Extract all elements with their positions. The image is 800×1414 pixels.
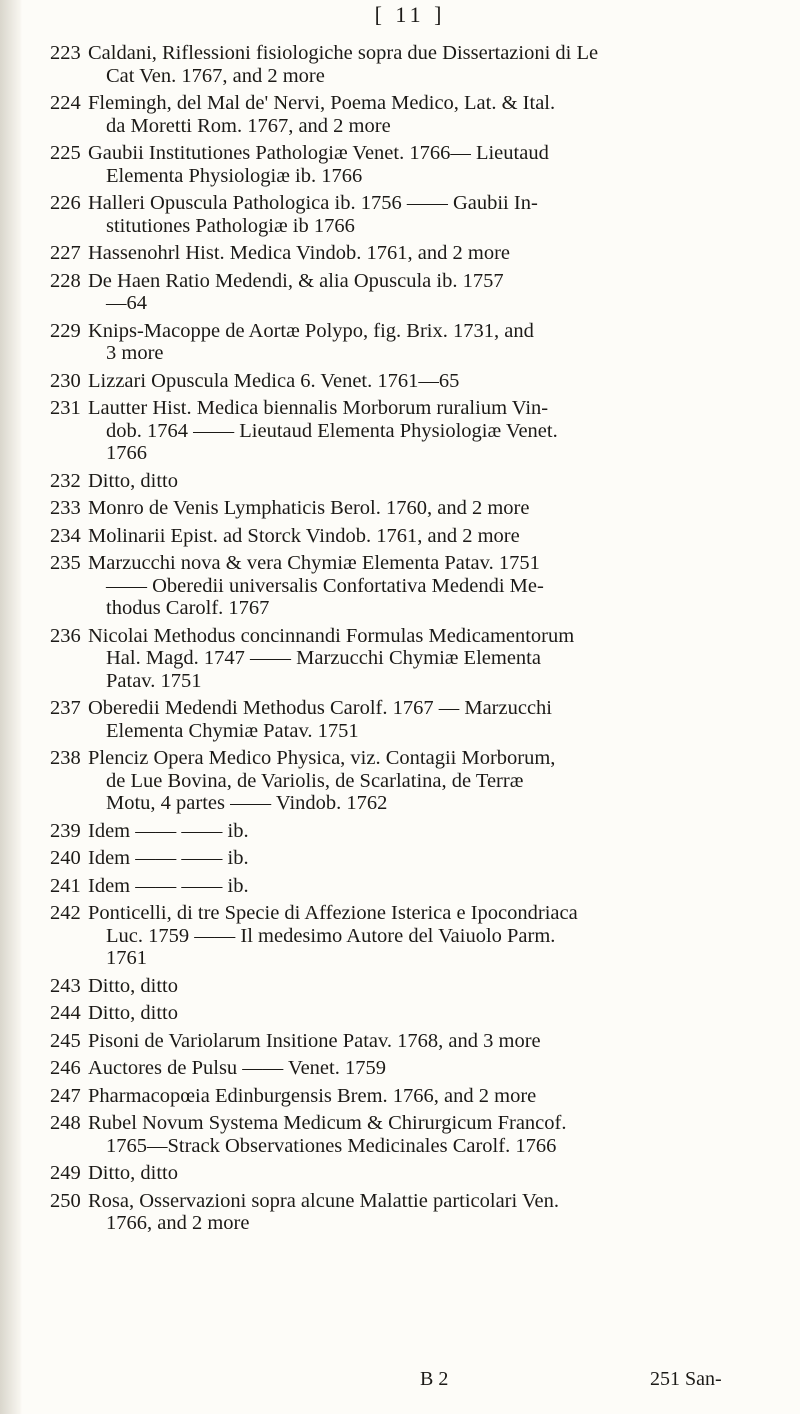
catalog-entry (50, 320, 770, 365)
entry-line: Hassenohrl Hist. Medica Vindob. 1761, and 2 more (88, 242, 510, 264)
entry-number: 227 (50, 242, 81, 264)
entry-number: 248 (50, 1112, 81, 1134)
catalog-entry (50, 270, 770, 315)
entry-line: Hal. Magd. 1747 —— Marzucchi Chymiæ Elementa (106, 647, 541, 669)
catalog-entry (50, 1057, 770, 1080)
entry-text (88, 397, 770, 465)
entry-number: 243 (50, 974, 81, 997)
catalog-entry (50, 242, 770, 265)
entry-text (88, 370, 770, 393)
entry-line: dob. 1764 —— Lieutaud Elementa Physiologiæ Venet. (106, 419, 558, 442)
entry-text (88, 142, 770, 187)
entry-text (88, 1002, 770, 1025)
catalog-entry (50, 820, 770, 843)
entry-number: 223 (50, 42, 81, 64)
entry-text (88, 92, 770, 137)
entry-line: Knips-Macoppe de Aortæ Polypo, fig. Brix. 1731, and (88, 319, 534, 342)
entry-line: 1761 (106, 947, 147, 969)
entry-line: stitutiones Pathologiæ ib 1766 (106, 214, 355, 237)
entry-line: Lautter Hist. Medica biennalis Morborum ruralium Vin- (88, 397, 549, 419)
entry-line: Elementa Physiologiæ ib. 1766 (106, 164, 363, 187)
entry-line: Ditto, ditto (88, 1002, 178, 1024)
entry-line: Plenciz Opera Medico Physica, viz. Contagii Morborum, (88, 747, 556, 769)
entry-text (88, 497, 770, 520)
entry-line: 3 more (106, 342, 164, 364)
catalog-entry (50, 847, 770, 870)
entry-line: 1765—Strack Observationes Medicinales Carolf. 1766 (106, 1134, 557, 1157)
entry-text (88, 625, 770, 693)
page-number: [ 11 ] (374, 2, 446, 27)
entry-line: Rosa, Osservazioni sopra alcune Malattie particolari Ven. (88, 1189, 559, 1212)
entry-number: 242 (50, 902, 81, 924)
entry-number: 232 (50, 469, 81, 492)
catalog-entry (50, 397, 770, 465)
entry-text (88, 820, 770, 843)
catalog-entry (50, 975, 770, 998)
entry-line: thodus Carolf. 1767 (106, 597, 270, 619)
entry-line: Idem —— —— ib. (88, 819, 249, 842)
entry-number: 230 (50, 369, 81, 392)
entry-line: Pisoni de Variolarum Insitione Patav. 1768, and 3 more (88, 1029, 541, 1052)
signature-mark: B 2 (420, 1368, 449, 1390)
entry-number: 241 (50, 874, 81, 897)
entry-text (88, 320, 770, 365)
entry-line: Oberedii Medendi Methodus Carolf. 1767 — Marzucchi (88, 697, 552, 719)
catalog-entry (50, 92, 770, 137)
entry-text (88, 697, 770, 742)
entry-line: Motu, 4 partes —— Vindob. 1762 (106, 792, 388, 814)
catchword: 251 San- (650, 1368, 722, 1390)
entry-number: 237 (50, 697, 81, 719)
catalog-entry (50, 552, 770, 620)
entry-line: Molinarii Epist. ad Storck Vindob. 1761, and 2 more (88, 524, 520, 547)
entry-text (88, 525, 770, 548)
entry-text (88, 270, 770, 315)
entry-number: 224 (50, 92, 81, 114)
catalog-entry (50, 142, 770, 187)
entry-line: Cat Ven. 1767, and 2 more (106, 64, 325, 87)
entry-number: 226 (50, 192, 81, 214)
catalog-entry (50, 1190, 770, 1235)
entry-number: 244 (50, 1002, 81, 1024)
entry-text (88, 242, 770, 265)
entry-line: Rubel Novum Systema Medicum & Chirurgicum Francof. (88, 1112, 567, 1134)
entry-line: Patav. 1751 (106, 669, 202, 692)
entry-number: 240 (50, 847, 81, 869)
catalog-entry (50, 192, 770, 237)
entry-number: 249 (50, 1162, 81, 1184)
entry-number: 247 (50, 1084, 81, 1107)
catalog-entry (50, 1162, 770, 1185)
entry-line: Ponticelli, di tre Specie di Affezione Isterica e Ipocondriaca (88, 902, 578, 924)
entry-line: Ditto, ditto (88, 469, 178, 492)
entry-text (88, 1190, 770, 1235)
entry-line: Marzucchi nova & vera Chymiæ Elementa Patav. 1751 (88, 552, 540, 574)
catalog-entry (50, 1030, 770, 1053)
entry-number: 238 (50, 747, 81, 769)
entry-line: —64 (106, 292, 147, 314)
entry-line: Pharmacopœia Edinburgensis Brem. 1766, and 2 more (88, 1084, 537, 1107)
entry-text (88, 552, 770, 620)
entry-line: Flemingh, del Mal de' Nervi, Poema Medico, Lat. & Ital. (88, 92, 556, 114)
entry-line: Idem —— —— ib. (88, 874, 249, 897)
entry-line: Luc. 1759 —— Il medesimo Autore del Vaiuolo Parm. (106, 924, 556, 947)
catalog-entry (50, 1085, 770, 1108)
entry-number: 229 (50, 319, 81, 342)
entry-text (88, 470, 770, 493)
entry-line: Ditto, ditto (88, 974, 178, 997)
catalog-entry (50, 902, 770, 970)
entry-text (88, 1085, 770, 1108)
entry-line: Elementa Chymiæ Patav. 1751 (106, 719, 359, 742)
entry-number: 235 (50, 552, 81, 574)
entry-text (88, 192, 770, 237)
entry-text (88, 1112, 770, 1157)
catalog-entry (50, 875, 770, 898)
entry-text (88, 1057, 770, 1080)
entry-number: 236 (50, 624, 81, 647)
entry-text (88, 847, 770, 870)
entry-line: —— Oberedii universalis Confortativa Medendi Me- (106, 574, 544, 597)
entry-number: 239 (50, 819, 81, 842)
entry-line: Lizzari Opuscula Medica 6. Venet. 1761—65 (88, 369, 460, 392)
catalog-entry (50, 747, 770, 815)
entry-text (88, 42, 770, 87)
entry-number: 246 (50, 1057, 81, 1079)
entry-number: 225 (50, 142, 81, 164)
entry-text (88, 1030, 770, 1053)
catalog-entry (50, 1002, 770, 1025)
entry-text (88, 1162, 770, 1185)
entry-line: Auctores de Pulsu —— Venet. 1759 (88, 1057, 386, 1079)
entry-number: 233 (50, 497, 81, 519)
entry-line: Gaubii Institutiones Pathologiæ Venet. 1766— Lieutaud (88, 142, 549, 164)
entry-line: de Lue Bovina, de Variolis, de Scarlatina, de Terræ (106, 769, 524, 792)
entry-text (88, 747, 770, 815)
binding-shadow (0, 0, 22, 1414)
entry-line: Caldani, Riflessioni fisiologiche sopra due Dissertazioni di Le (88, 42, 599, 64)
entry-text (88, 902, 770, 970)
entry-number: 250 (50, 1189, 81, 1212)
catalog-entry (50, 625, 770, 693)
entry-line: 1766, and 2 more (106, 1212, 250, 1234)
entry-text (88, 875, 770, 898)
catalog-list (50, 42, 770, 1235)
entry-text (88, 975, 770, 998)
catalog-entry (50, 525, 770, 548)
catalog-entry (50, 470, 770, 493)
catalog-entry (50, 370, 770, 393)
entry-number: 234 (50, 524, 81, 547)
entry-line: 1766 (106, 442, 147, 464)
entry-line: da Moretti Rom. 1767, and 2 more (106, 114, 391, 137)
catalog-entry (50, 697, 770, 742)
entry-number: 231 (50, 397, 81, 419)
entry-line: Halleri Opuscula Pathologica ib. 1756 —— Gaubii In- (88, 192, 538, 214)
catalog-entry (50, 1112, 770, 1157)
catalog-entry (50, 42, 770, 87)
entry-line: Ditto, ditto (88, 1162, 178, 1184)
entry-line: Idem —— —— ib. (88, 847, 249, 869)
entry-line: Nicolai Methodus concinnandi Formulas Medicamentorum (88, 624, 575, 647)
entry-line: De Haen Ratio Medendi, & alia Opuscula ib. 1757 (88, 269, 504, 292)
entry-number: 245 (50, 1029, 81, 1052)
entry-line: Monro de Venis Lymphaticis Berol. 1760, and 2 more (88, 497, 530, 519)
catalog-entry (50, 497, 770, 520)
entry-number: 228 (50, 269, 81, 292)
